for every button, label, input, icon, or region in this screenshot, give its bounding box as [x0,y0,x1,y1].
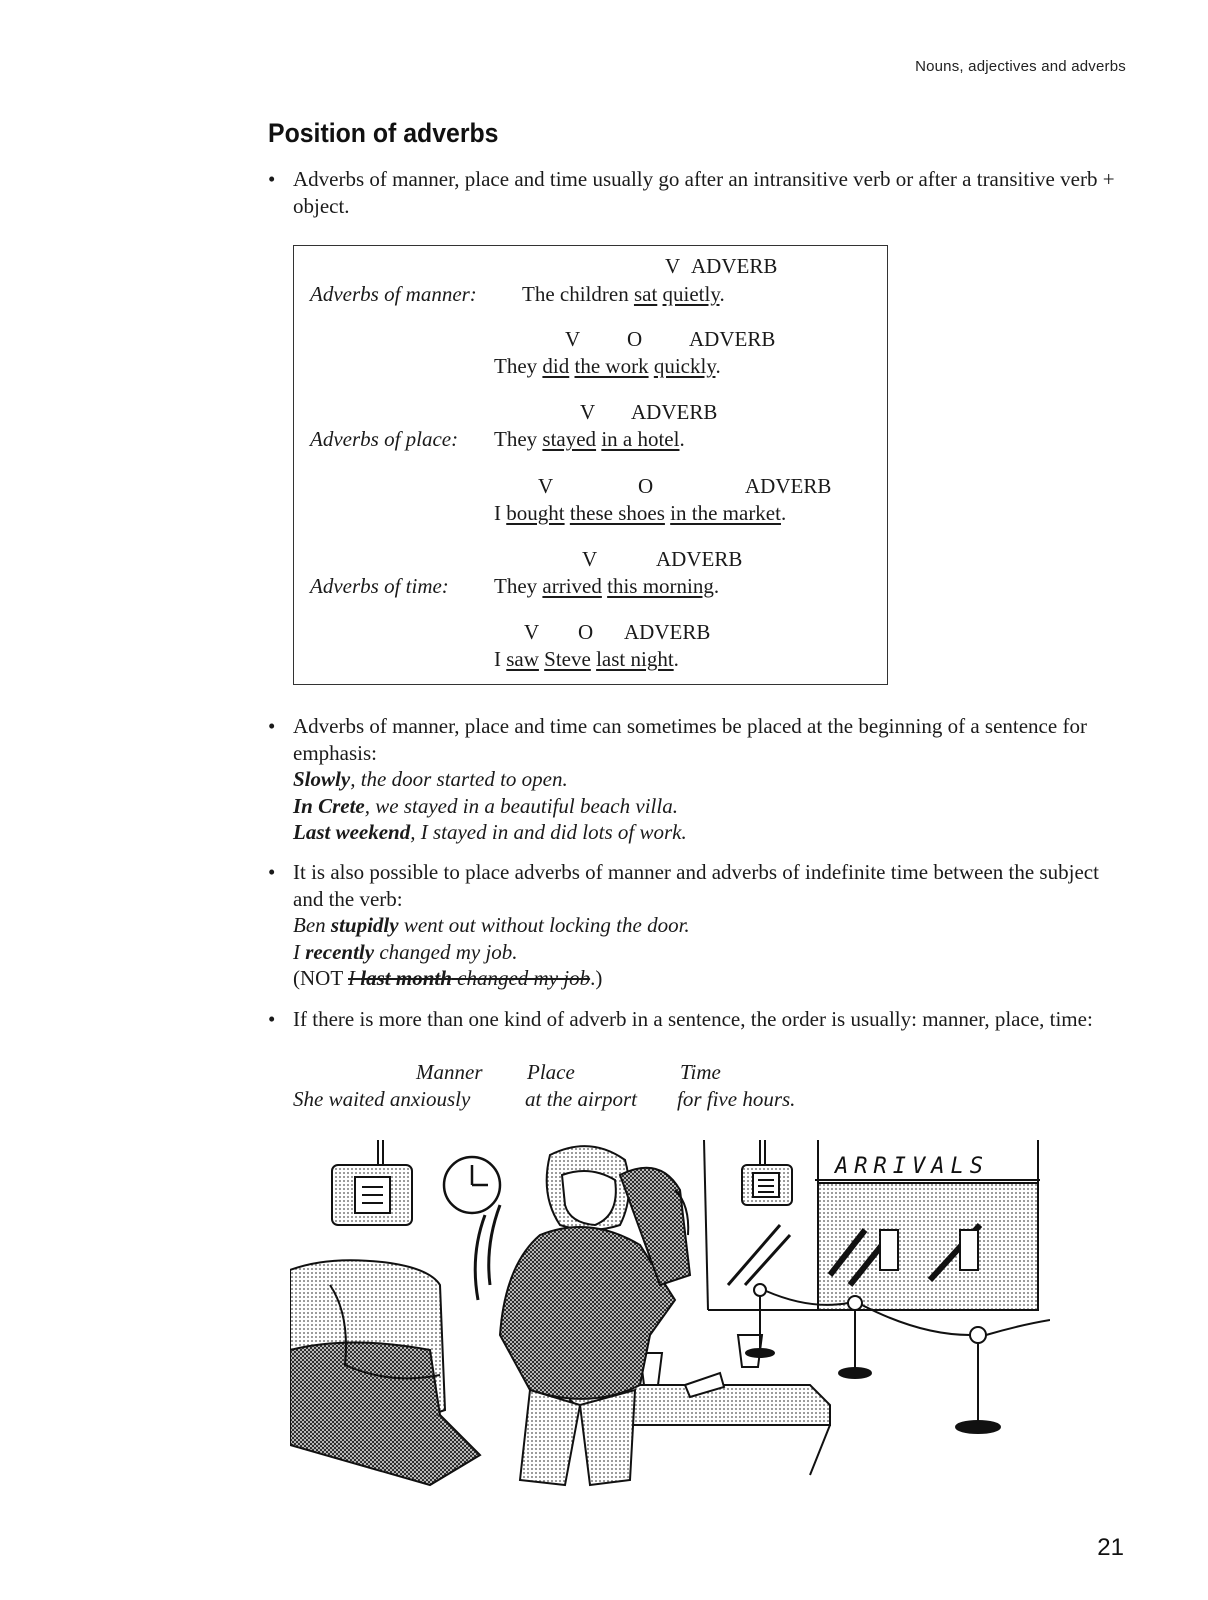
period: . [780,501,787,525]
period: . [713,574,720,598]
example-sentence [522,282,725,307]
verb: stayed [542,427,597,451]
running-head: Nouns, adjectives and adverbs [915,58,1126,75]
example-sentence [293,912,1118,939]
page-number: 21 [1097,1534,1124,1561]
struck-rest: changed my job [451,966,591,990]
example-sentence [494,574,719,599]
verb: sat [633,282,658,306]
adverb: last night [596,647,674,671]
marker-o: O [638,474,654,498]
sentence-text: I [494,647,507,671]
bullet-item-4 [268,1006,1118,1033]
marker-adverb: ADVERB [631,400,718,424]
marker-adverb: ADVERB [689,327,776,351]
order-example-place: at the airport [525,1087,638,1111]
adverb: quickly [653,354,716,378]
column-header-place: Place [527,1060,575,1084]
marker-v: V [580,400,596,424]
bullet-dot: • [268,167,276,191]
not-label: (NOT [293,966,349,990]
struck-pronoun: I [348,966,361,990]
label-adverbs-of-manner: Adverbs of manner: [310,282,477,306]
example-sentence [494,501,786,526]
adverb: in the market [670,501,781,525]
marker-v: V [665,254,681,278]
bullet-dot: • [268,1007,276,1031]
emphasized-adverb: Slowly [293,767,351,791]
marker-v: V [565,327,581,351]
order-example-start: She waited anxiously [293,1087,471,1111]
label-adverbs-of-time: Adverbs of time: [310,574,449,598]
object: the work [574,354,649,378]
example-sentence [293,819,1118,846]
period: . [719,282,725,306]
sentence-text: They [494,427,543,451]
emphasized-adverb: In Crete [293,793,365,818]
bullet-text: Adverbs of manner, place and time can sometimes be placed at the beginning of a sentence for emphasis: [293,714,1087,765]
sentence-text: They [494,354,543,378]
example-sentence [293,766,1118,793]
marker-v: V [582,547,598,571]
sentence-rest: , we stayed in a beautiful beach villa. [364,793,678,818]
sentence-text: The children [522,282,634,306]
object: these shoes [569,501,665,525]
adverb: in a hotel [601,427,680,451]
bullet-text: Adverbs of manner, place and time usually go after an intransitive verb or after a transitive verb + object. [293,167,1115,218]
example-sentence [494,354,721,379]
marker-o: O [627,327,643,351]
adverb: quietly [662,282,720,306]
period: . [673,647,679,671]
marker-adverb: ADVERB [691,254,778,278]
airport-waiting-illustration [290,1135,1050,1490]
bullet-item-3 [268,859,1118,992]
emphasized-adverb: stupidly [330,913,399,937]
marker-o: O [578,620,594,644]
marker-adverb: ADVERB [745,474,832,498]
example-sentence [494,647,679,672]
examples-box [293,245,888,685]
order-example-time: for five hours. [677,1087,796,1111]
struck-text [348,966,590,990]
verb: did [542,354,570,378]
column-header-time: Time [680,1060,721,1084]
sentence-rest: , I stayed in and did lots of work. [410,820,687,844]
bullet-text: It is also possible to place adverbs of manner and adverbs of indefinite time between the subject and the verb: [293,860,1099,911]
sentence-text: I [494,501,507,525]
sentence-start: Ben [293,913,331,937]
struck-adverb: last month [360,966,452,990]
incorrect-example [293,965,1118,992]
example-sentence [494,427,685,452]
sentence-rest: went out without locking the door. [398,913,690,937]
bullet-item-1 [268,166,1118,219]
column-header-manner: Manner [416,1060,483,1084]
object: Steve [544,647,591,671]
emphasized-adverb: Last weekend [293,820,411,844]
marker-adverb: ADVERB [624,620,711,644]
sentence-start: I [293,939,306,964]
verb: bought [506,501,565,525]
section-title: Position of adverbs [268,118,499,148]
verb: saw [506,647,539,671]
marker-v: V [538,474,554,498]
marker-adverb: ADVERB [656,547,743,571]
bullet-dot: • [268,714,276,738]
sentence-rest: , the door started to open. [350,767,568,791]
sentence-rest: changed my job. [374,939,518,964]
bullet-text: If there is more than one kind of adverb in a sentence, the order is usually: manner, place, time: [293,1007,1093,1031]
bullet-item-2 [268,713,1118,846]
arrivals-sign-text: ARRIVALS [835,1154,989,1179]
emphasized-adverb: recently [305,939,375,964]
marker-v: V [524,620,540,644]
sentence-text: They [494,574,543,598]
period: . [715,354,721,378]
label-adverbs-of-place: Adverbs of place: [310,427,459,451]
period: . [679,427,685,451]
adverb: this morning [607,574,714,598]
bullet-dot: • [268,860,276,884]
example-sentence [293,939,1118,966]
example-sentence [293,793,1118,820]
verb: arrived [542,574,602,598]
closing: .) [590,966,603,990]
